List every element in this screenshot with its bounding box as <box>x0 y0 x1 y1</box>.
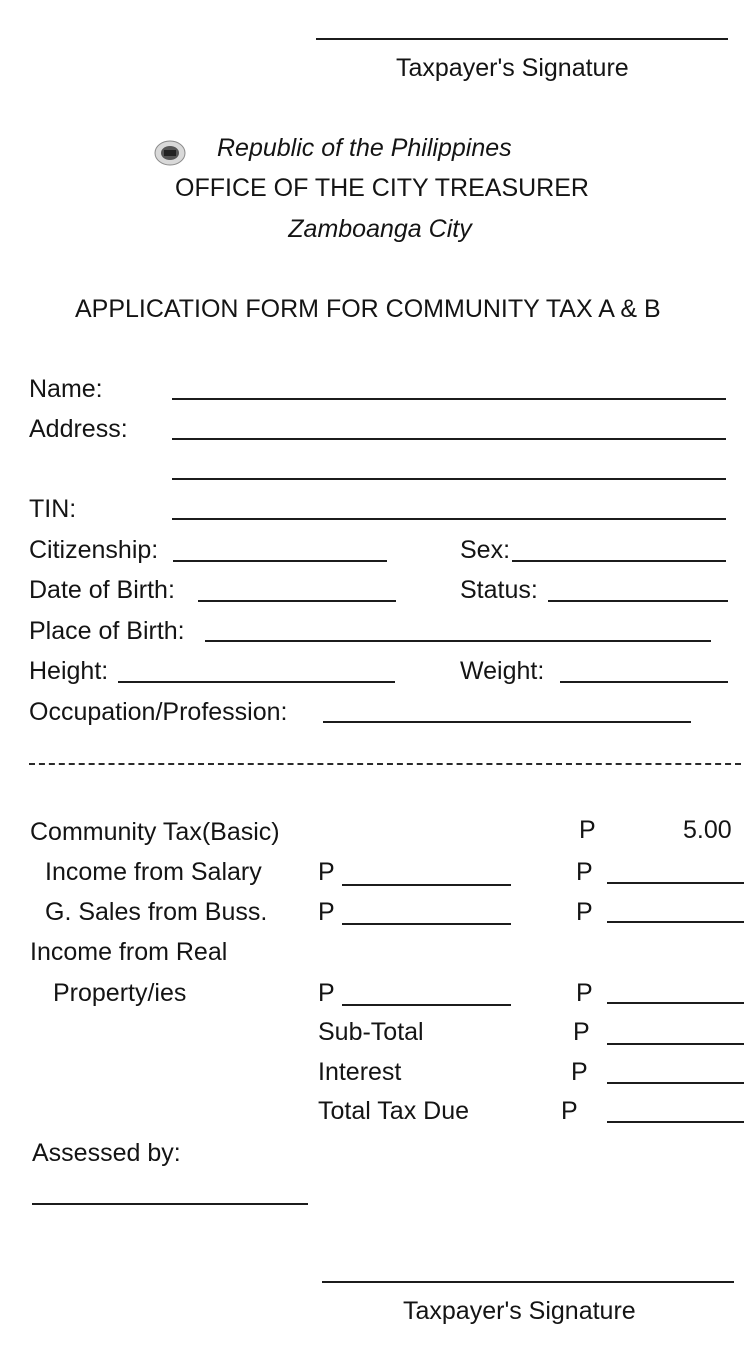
name-label: Name: <box>29 375 103 403</box>
citizenship-field[interactable] <box>173 560 387 562</box>
gross-sales-tax-field[interactable] <box>607 921 744 923</box>
gross-sales-field[interactable] <box>342 923 511 925</box>
bottom-signature-label: Taxpayer's Signature <box>403 1297 636 1325</box>
interest-currency: P <box>571 1058 588 1086</box>
place-of-birth-field[interactable] <box>205 640 711 642</box>
status-label: Status: <box>460 576 538 604</box>
income-salary-tax-currency: P <box>576 858 593 886</box>
name-field[interactable] <box>172 398 726 400</box>
tin-label: TIN: <box>29 495 77 523</box>
seal-icon <box>153 138 187 168</box>
occupation-label: Occupation/Profession: <box>29 698 288 726</box>
occupation-field[interactable] <box>323 721 691 723</box>
gross-sales-currency: P <box>318 898 335 926</box>
income-salary-tax-field[interactable] <box>607 882 744 884</box>
income-real-field[interactable] <box>342 1004 511 1006</box>
income-real-currency: P <box>318 979 335 1007</box>
address-label: Address: <box>29 415 128 443</box>
gross-sales-tax-currency: P <box>576 898 593 926</box>
date-of-birth-label: Date of Birth: <box>29 576 175 604</box>
basic-amount: 5.00 <box>683 816 732 844</box>
address-field-line-2[interactable] <box>172 478 726 480</box>
gross-sales-label: G. Sales from Buss. <box>45 898 268 926</box>
weight-label: Weight: <box>460 657 545 685</box>
assessed-by-field[interactable] <box>32 1203 308 1205</box>
citizenship-label: Citizenship: <box>29 536 159 564</box>
form-title: APPLICATION FORM FOR COMMUNITY TAX A & B <box>75 295 661 323</box>
basic-currency: P <box>579 816 596 844</box>
interest-label: Interest <box>318 1058 402 1086</box>
weight-field[interactable] <box>560 681 728 683</box>
height-label: Height: <box>29 657 109 685</box>
place-of-birth-label: Place of Birth: <box>29 617 185 645</box>
top-signature-line[interactable] <box>316 38 728 40</box>
tin-field[interactable] <box>172 518 726 520</box>
total-tax-due-label: Total Tax Due <box>318 1097 470 1125</box>
republic-heading: Republic of the Philippines <box>217 134 512 162</box>
date-of-birth-field[interactable] <box>198 600 396 602</box>
income-salary-currency: P <box>318 858 335 886</box>
income-real-label-1: Income from Real <box>30 938 228 966</box>
sub-total-currency: P <box>573 1018 590 1046</box>
city-heading: Zamboanga City <box>288 215 472 243</box>
community-tax-basic-label: Community Tax(Basic) <box>30 818 280 846</box>
income-salary-label: Income from Salary <box>45 858 262 886</box>
address-field-line-1[interactable] <box>172 438 726 440</box>
assessed-by-label: Assessed by: <box>32 1139 181 1167</box>
height-field[interactable] <box>118 681 395 683</box>
bottom-signature-line[interactable] <box>322 1281 734 1283</box>
sub-total-label: Sub-Total <box>318 1018 424 1046</box>
income-real-tax-field[interactable] <box>607 1002 744 1004</box>
status-field[interactable] <box>548 600 728 602</box>
sub-total-field[interactable] <box>607 1043 744 1045</box>
total-tax-due-field[interactable] <box>607 1121 744 1123</box>
top-signature-label: Taxpayer's Signature <box>396 54 629 82</box>
income-salary-field[interactable] <box>342 884 511 886</box>
total-tax-due-currency: P <box>561 1097 578 1125</box>
sex-label: Sex: <box>460 536 511 564</box>
sex-field[interactable] <box>512 560 726 562</box>
income-real-tax-currency: P <box>576 979 593 1007</box>
interest-field[interactable] <box>607 1082 744 1084</box>
section-divider <box>29 763 741 765</box>
office-heading: OFFICE OF THE CITY TREASURER <box>175 174 589 202</box>
income-real-label-2: Property/ies <box>53 979 187 1007</box>
